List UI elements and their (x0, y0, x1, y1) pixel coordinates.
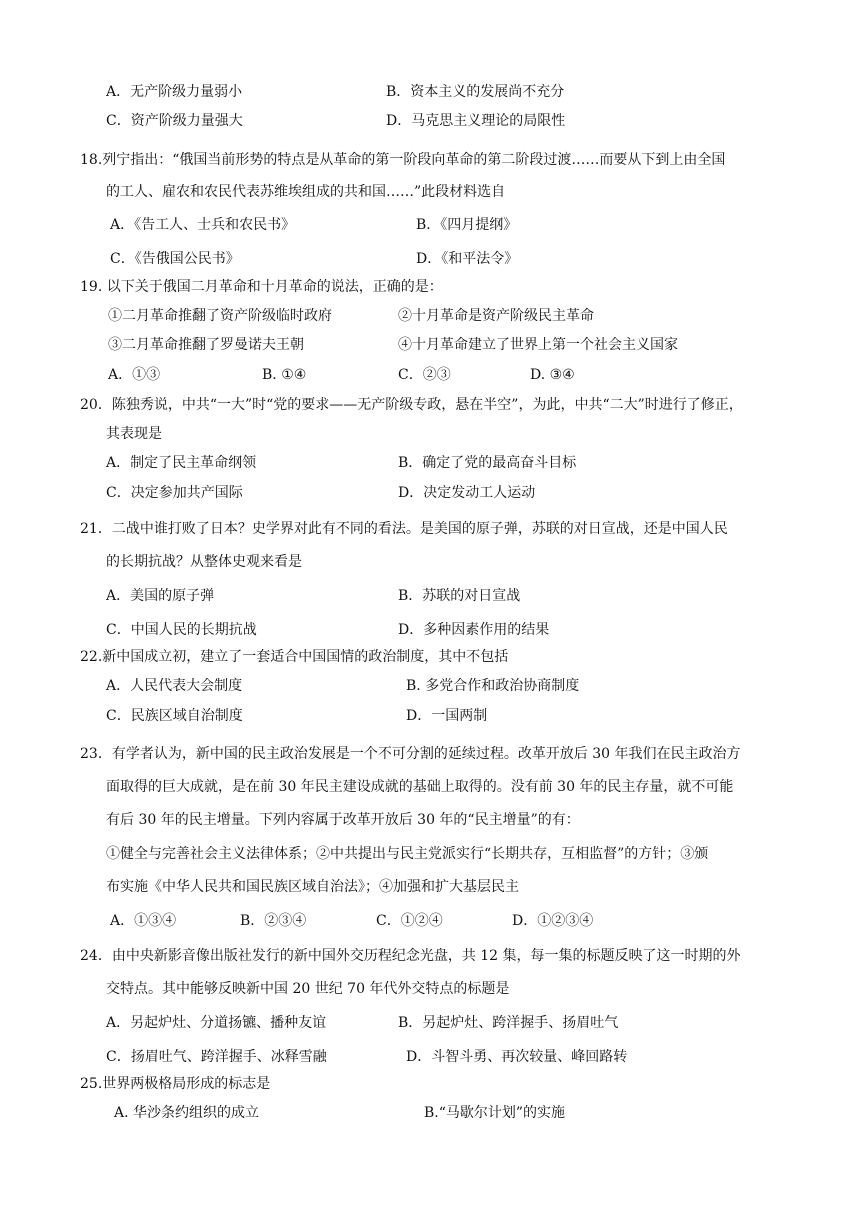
q19-option-a: A．①③ (108, 367, 161, 383)
q21-option-c: C．中国人民的长期抗战 (106, 622, 257, 638)
q19-option-c: C．②③ (398, 367, 451, 383)
q20-stem-line1: 20．陈独秀说，中共“一大”时“党的要求——无产阶级专政，悬在半空”，为此，中共“二大”时进行了修正， (80, 397, 743, 413)
q17-option-a: A．无产阶级力量弱小 (106, 84, 243, 100)
q24-option-c: C．扬眉吐气、跨洋握手、冰释雪融 (106, 1049, 327, 1065)
q22-option-b: B. 多党合作和政治协商制度 (406, 678, 580, 694)
q18-option-d: D．《和平法令》 (416, 251, 519, 267)
q22-option-d: D．一国两制 (406, 708, 488, 724)
q21-option-a: A．美国的原子弹 (106, 588, 215, 604)
q22-option-a: A．人民代表大会制度 (106, 678, 243, 694)
q24-option-d: D．斗智斗勇、再次较量、峰回路转 (406, 1049, 628, 1065)
q20-option-d: D．决定发动工人运动 (398, 485, 536, 501)
q19-option-d: D. ③④ (530, 367, 575, 383)
q22-stem: 22.新中国成立初，建立了一套适合中国国情的政治制度，其中不包括 (80, 649, 509, 665)
q23-stem-line3: 有后 30 年的民主增量。下列内容属于改革开放后 30 年的“民主增量”的有： (106, 812, 580, 828)
q23-option-b: B．②③④ (240, 913, 307, 929)
q20-option-b: B．确定了党的最高奋斗目标 (398, 455, 577, 471)
q21-option-d: D．多种因素作用的结果 (398, 622, 550, 638)
q25-option-a: A. 华沙条约组织的成立 (114, 1105, 260, 1121)
q18-stem-line1: 18.列宁指出：“俄国当前形势的特点是从革命的第一阶段向革命的第二阶段过渡……而要从下到上由全国 (80, 152, 726, 168)
q18-option-b: B．《四月提纲》 (416, 217, 518, 233)
q17-option-c: C．资产阶级力量强大 (106, 113, 243, 129)
q21-stem-line2: 的长期抗战？从整体史观来看是 (106, 554, 302, 570)
q17-option-b: B．资本主义的发展尚不充分 (386, 84, 565, 100)
q23-option-d: D．①②③④ (512, 913, 594, 929)
q20-option-c: C．决定参加共产国际 (106, 485, 243, 501)
q24-stem-line2: 交特点。其中能够反映新中国 20 世纪 70 年代外交特点的标题是 (106, 981, 510, 997)
q20-stem-line2: 其表现是 (106, 426, 162, 442)
q25-option-b: B.“马歇尔计划”的实施 (424, 1105, 566, 1121)
q24-stem-line1: 24．由中央新影音像出版社发行的新中国外交历程纪念光盘，共 12 集，每一集的标题反映了这一时期的外 (80, 948, 741, 964)
q23-stem-line4: ①健全与完善社会主义法律体系；②中共提出与民主党派实行“长期共存，互相监督”的方针；③颁 (106, 846, 709, 862)
q23-stem-line2: 面取得的巨大成就，是在前 30 年民主建设成就的基础上取得的。没有前 30 年的民主存量，就不可能 (106, 779, 734, 795)
q19-item-2: ②十月革命是资产阶级民主革命 (398, 308, 594, 324)
q25-stem: 25.世界两极格局形成的标志是 (80, 1076, 271, 1092)
q21-stem-line1: 21．二战中谁打败了日本？史学界对此有不同的看法。是美国的原子弹，苏联的对日宣战，还是中国人民 (80, 521, 728, 537)
q19-item-1: ①二月革命推翻了资产阶级临时政府 (108, 308, 332, 324)
q18-option-c: C．《告俄国公民书》 (110, 251, 240, 267)
q24-option-b: B．另起炉灶、跨洋握手、扬眉吐气 (398, 1015, 619, 1031)
q23-option-a: A．①③④ (110, 913, 177, 929)
q19-stem: 19. 以下关于俄国二月革命和十月革命的说法，正确的是： (80, 279, 443, 295)
q19-option-b: B. ①④ (262, 367, 307, 383)
q23-stem-line5: 布实施《中华人民共和国民族区域自治法》；④加强和扩大基层民主 (106, 879, 519, 895)
q17-option-d: D．马克思主义理论的局限性 (386, 113, 566, 129)
q18-option-a: A．《告工人、士兵和农民书》 (110, 217, 296, 233)
q18-stem-line2: 的工人、雇农和农民代表苏维埃组成的共和国……”此段材料选自 (106, 184, 506, 200)
q19-item-3: ③二月革命推翻了罗曼诺夫王朝 (108, 337, 304, 353)
q24-option-a: A．另起炉灶、分道扬镳、播种友谊 (106, 1015, 327, 1031)
q23-option-c: C．①②④ (376, 913, 443, 929)
q20-option-a: A．制定了民主革命纲领 (106, 455, 257, 471)
q23-stem-line1: 23．有学者认为，新中国的民主政治发展是一个不可分割的延续过程。改革开放后 30 年我们在民主政治方 (80, 746, 741, 762)
q22-option-c: C．民族区域自治制度 (106, 708, 243, 724)
q21-option-b: B．苏联的对日宣战 (398, 588, 521, 604)
q19-item-4: ④十月革命建立了世界上第一个社会主义国家 (398, 337, 678, 353)
